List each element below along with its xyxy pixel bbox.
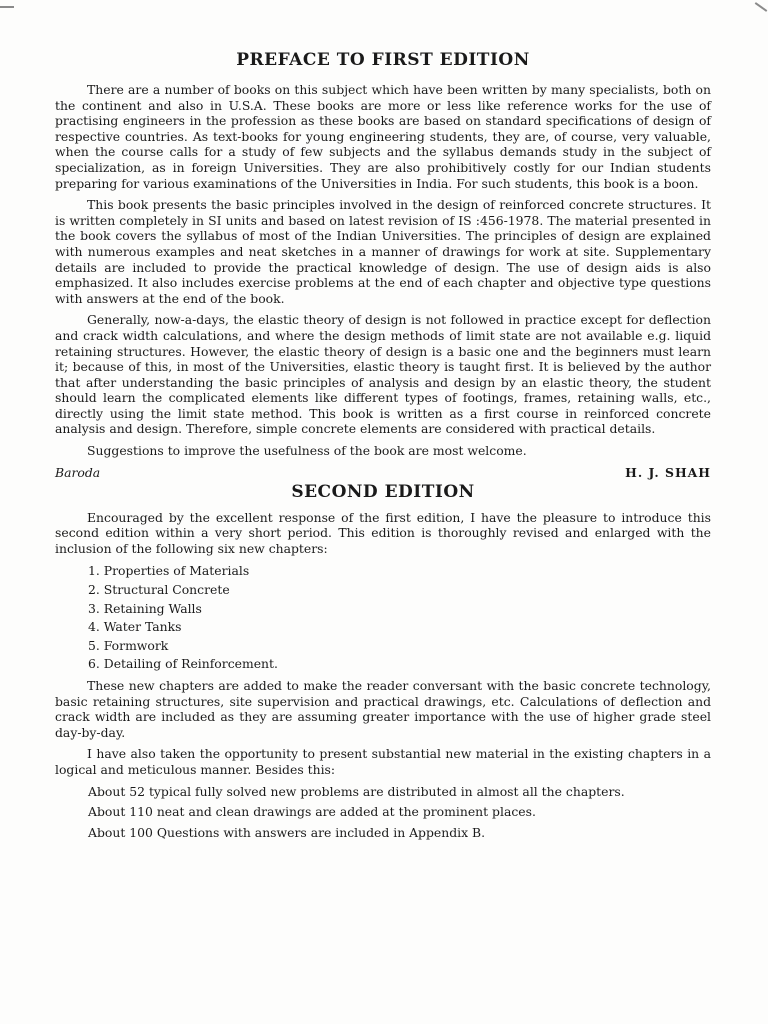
list-item: 1. Properties of Materials — [88, 563, 250, 579]
addition-item — [55, 825, 711, 841]
preface-paragraph: There are a number of books on this subject which have been written by many specialists, both on the continent and also in U.S.A. These books are more or less like reference works for the use of practising engineers in the profession as these books are based on standard specifications of design of respective countries. As text-books for young engineering students, they are, of course, very valuable, when the course calls for a study of few subjects and the syllabus demands study in the subject of specialization, as in foreign Universities. They are also prohibitively costly for our Indian students preparing for various examinations of the Universities in India. For such students, this book is a boon. — [55, 82, 711, 191]
list-item: 2. Structural Concrete — [88, 582, 230, 598]
second-edition-title: SECOND EDITION — [291, 481, 475, 502]
preface-paragraph: Generally, now-a-days, the elastic theory of design is not followed in practice except for deflection and crack width calculations, and where the design methods of limit state are not available e.g. liquid retaining structures. However, the elastic theory of design is a basic one and the beginners must learn it; because of this, in most of the Universities, elastic theory is taught first. It is believed by the author that after understanding the basic principles of analysis and design by an elastic theory, the student should learn the complicated elements like different types of footings, frames, retaining walls, etc., directly using the limit state method. This book is written as a first course in reinforced concrete analysis and design. Therefore, simple concrete elements are considered with practical details. — [55, 312, 711, 437]
signature-line — [55, 465, 711, 480]
list-item: 6. Detailing of Reinforcement. — [88, 656, 278, 672]
scan-edge-mark — [755, 2, 768, 12]
new-chapters-list — [55, 562, 711, 674]
page-content — [55, 50, 711, 845]
preface-paragraph: This book presents the basic principles involved in the design of reinforced concrete structures. It is written completely in SI units and based on latest revision of IS :456-1978. The material presented in the book covers the syllabus of most of the Indian Universities. The principles of design are explained with numerous examples and neat sketches in a manner of drawings for work at site. Supplementary details are included to provide the practical knowledge of design. The use of design aids is also emphasized. It also includes exercise problems at the end of each chapter and objective type questions with answers at the end of the book. — [55, 197, 711, 306]
addition-text: Questions with answers are included in Appendix B. — [156, 824, 486, 840]
addition-count: About 110 — [88, 804, 157, 820]
list-item: 5. Formwork — [88, 637, 169, 653]
second-edition-paragraph: I have also taken the opportunity to present substantial new material in the existing chapters in a logical and meticulous manner. Besides this: — [55, 746, 711, 777]
addition-text: neat and clean drawings are added at the prominent places. — [156, 804, 536, 820]
second-edition-paragraph: These new chapters are added to make the reader conversant with the basic concrete technology, basic retaining structures, site supervision and practical drawings, etc. Calculations of deflection and crack width are included as they are assuming greater importance with the use of higher grade steel day-by-day. — [55, 678, 711, 740]
list-item: 3. Retaining Walls — [88, 600, 202, 616]
preface-title: PREFACE TO FIRST EDITION — [236, 50, 530, 70]
addition-item — [55, 784, 711, 800]
signature-place: Baroda — [55, 464, 101, 480]
list-item: 4. Water Tanks — [88, 619, 182, 635]
scan-edge-mark — [0, 6, 14, 8]
signature-author: H. J. SHAH — [625, 464, 711, 480]
addition-count: About 100 — [88, 824, 157, 840]
addition-count: About 52 — [88, 783, 149, 799]
preface-paragraph: Suggestions to improve the usefulness of the book are most welcome. — [87, 443, 527, 459]
addition-item — [55, 804, 711, 820]
addition-text: typical fully solved new problems are distributed in almost all the chapters. — [148, 783, 625, 799]
second-edition-intro: Encouraged by the excellent response of the first edition, I have the pleasure to introduce this second edition within a very short period. This edition is thoroughly revised and enlarged with the inclusion of the following six new chapters: — [55, 509, 711, 556]
